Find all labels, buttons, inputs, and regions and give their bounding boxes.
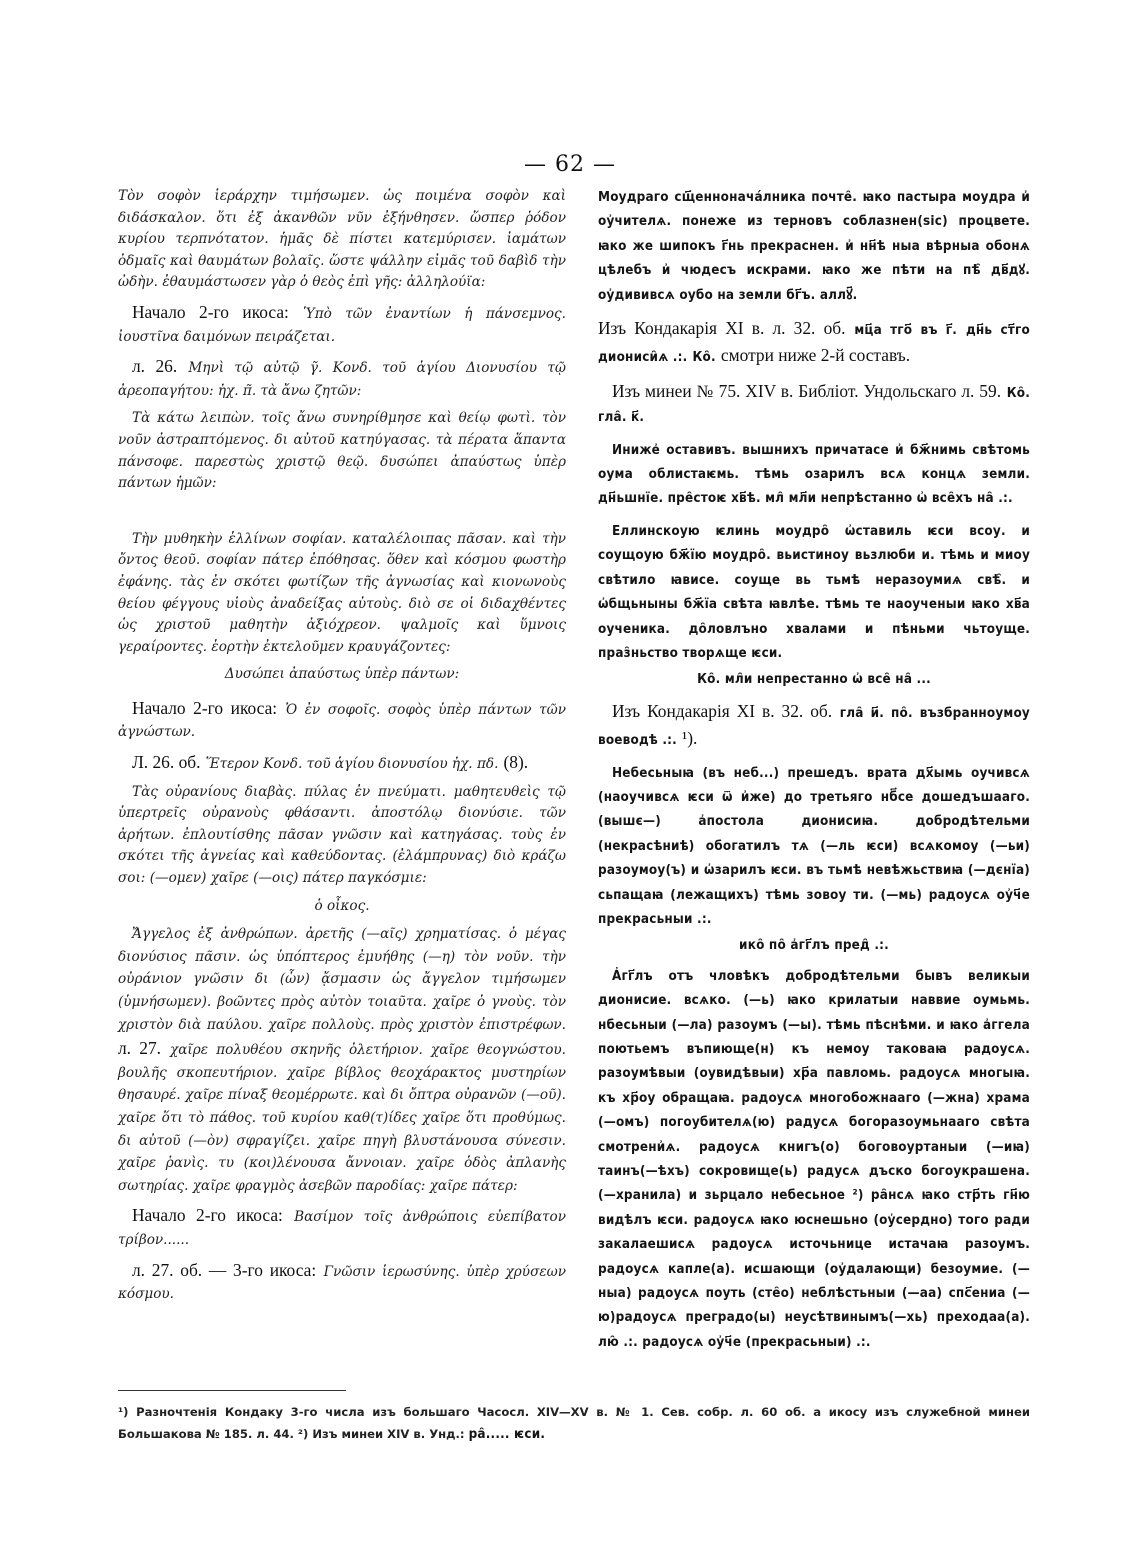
leaf-27ob-label: л. 27. об. — 3-го икоса:: [132, 1259, 317, 1280]
source-note-1-tail: смотри ниже 2-й составъ.: [720, 345, 911, 366]
greek-ikos-refrain: Δυσώπει ἀπαύστως ὑπὲρ πάντων:: [224, 666, 460, 683]
slavonic-kontakion-2: Иниже҆ оставивъ. вышнихъ причатасе и҆ бж҃нимь свѣтомь оума облистаѥмь. тѣмь озарилъ всѧ концѧ земли. дн҃ьшнїе. пре̑стоѥ хв҃ѣ. мл̑ мл҃и непрѣстанно ѡ҆ все̑хъ на̑ .:.: [598, 442, 1030, 507]
greek-oikos-text-cont: χαῖρε πολυθέου σκηνῆς ὀλετήριον. χαῖρε θεογνώστου. βουλῆς σκοπευτήριον. χαῖρε βίβλος θεοχάρακτος μυστηρίων θησαυρέ. χαῖρε πίναξ θεομέρρωτε. καὶ δι ὄπτρα οὐρανῶν (—οῦ). χαῖρε ὅτι τὸ πάθος. τοῦ κυρίου καθ(τ)ίδες χαῖρε ὅτι προθύμως. δι αὐτοῦ (—ὸν) σφραγίζει. χαῖρε πηγὴ βλυστάνουσα σύνεσιν. χαῖρε ῥανὶς. τυ (κοι)λένουσα ἄννοιαν. χαῖρε ὁδὸς ἀπλανὴς σωτηρίας. χαῖρε φραγμὸς ἀσεβῶν παροδίας: χαῖρε πάτερ:: [118, 1042, 566, 1194]
footnote-ref-1: ¹).: [682, 728, 698, 749]
footnote-1: ¹) Разночтенія Кондаку 3-го числа изъ большаго Часосл. XIV—XV в. № 1. Сев. собр. л. 60 об. а икосу изъ служебной минеи Большакова № 185. л. 44. ²) Изъ минеи XIV в. Унд.:: [118, 1405, 1030, 1441]
ikos-2-greek: Ὁ ἐν σοφοῖς. σοφὸς ὑπὲρ πάντων τῶν ἀγνώστων.: [118, 701, 566, 741]
source-note-1-text: Изъ Кондакарія XI в. л. 32. об.: [598, 318, 846, 339]
leaf-26-greek: Μηνὶ τῷ αὐτῷ γ̃. Κονδ. τοῦ ἁγίου Διονυσίου τῷ ἀρεοπαγήτου: ἠχ. π̃. τὰ ἄνω ζητῶν:: [118, 360, 566, 399]
leaf-27-inline: л. 27.: [118, 1038, 162, 1059]
leaf-27ob-greek: Γνῶσιν ἱερωσύνης. ὑπὲρ χρύσεων κόσμου.: [118, 1263, 566, 1303]
leaf-26ob-label: Л. 26. об.: [132, 752, 201, 773]
left-column: [118, 186, 566, 1312]
source-note-3-text: Изъ Кондакарія XI в. 32. об.: [612, 700, 833, 721]
footnote-text: [118, 1401, 1030, 1447]
page-number: — 62 —: [524, 152, 616, 177]
leaf-26ob-number: (8).: [503, 752, 529, 773]
leaf-26-heading: [118, 354, 566, 402]
ikos-start-greek: Ὑπὸ τῶν ἐναντίων ἡ πάνσεμνος. ἰουστῖνα δαιμόνων πειράζεται.: [118, 305, 566, 345]
footnotes: [118, 1390, 1030, 1447]
leaf-27ob-line: [118, 1258, 566, 1306]
source-note-1: [598, 316, 1030, 371]
leaf-26-label: л. 26.: [132, 356, 178, 377]
greek-oikos-block: [118, 923, 566, 1197]
source-note-1-cs-a: мц҃а тго҃ въ г҃.: [854, 323, 958, 339]
source-note-2: [598, 379, 1030, 431]
ikos-3-greek: Βασίμον τοῖς ἀνθρώποις εὐεπίβατον τρίβον......: [118, 1209, 566, 1248]
leaf-26ob-greek: Ἕτερον Κονδ. τοῦ ἁγίου διονυσίου ἠχ. πδ.: [205, 756, 499, 773]
footnote-rule: [118, 1390, 346, 1391]
greek-oikos-label: ὁ οἶκος.: [314, 897, 370, 914]
greek-kontakion-dionysius: Τὰ κάτω λειπὼν. τοῖς ἄνω συνηρίθμησε καὶ θείῳ φωτὶ. τὸν νοῦν ἀστραπτόμενος. δι αὐτοῦ κατηύγασας. τὰ πέρατα ἅπαντα πάνσοφε. παρεστὼς χριστῷ θεῷ. δυσώπει ἀπαύστως ὑπὲρ πάντων ἡμῶν:: [118, 410, 566, 492]
slavonic-kontakion-1: Моудраго сщ҃еннонача́лника почте̑. ꙗко пастыра моудра и҆ оу҆чителѧ. понеже из терновъ соблазнен(sic) процвете. ꙗко же шипокъ г҃нь прекраснен. и҆ нн҃ѣ ныа вѣрныа обонѧ цѣлебъ и҆ чюдесъ искрами. ꙗко же пѣти на пѣ̑ дв҃дꙋ. оу҆дививсѧ оубо на земли бг҃ъ. аллꙋ҃.: [598, 190, 1030, 303]
source-note-1-cs-c: Ко̑.: [692, 350, 716, 366]
slavonic-ikos-refrain: Ко̑. мл̑и непрестанно ѡ҆ все̑ на̑ ...: [697, 672, 931, 688]
source-note-1-cs-b: дн҃ь ст҃го диониси̑ѧ .:.: [598, 323, 1030, 366]
slavonic-ikos-2: А҆гг҃лъ отъ чловѣкъ добродѣтельми бывъ великыи дионисие. всѧко. (—ь) ꙗко крилатыи наввие оумьмь. нбесьныи (—ла) разоумъ (—ы). тѣмь пѣснѣми. и ꙗко а҆ггела поютьемъ въпиюще(н) къ немоу таковаꙗ радоусѧ. разоумѣвыи (оувидѣвыи) хр҃а павломь. радоусѧ многыꙗ. къ хр҃оу обращаꙗ. радоусѧ многобожнааго (—жна) храма (—омъ) погоубителѧ(ю) радусѧ богоразоумьнааго свѣта смотрени҆ѧ. радоусѧ книгъ(о) боговоуртаныи (—иꙗ) таинъ(—ѣхъ) сокровище(ь) радусѧ дъско богоукрашена. (—хранила) и зьрцало небесьное ²) ра̑нсѧ ꙗко стр҃ть гн҃ю видѣлъ ѥси. радоусѧ ꙗко юснешьно (оу҆сердно) того ради закалаешисѧ радоусѧ источьнице истачаꙗ разоумъ. радоусѧ капле(а). исшающи (оу҆далающи) безоумие. (—ныа) радоусѧ поуть (сте̑о) неблѣстьныи (—аа) спс҃ениа (—ю)радоусѧ преградо(ы) неусѣтвинымъ(—хь) преходаа(а). лю̑ .:. радоусѧ оу҆ч҃е (прекрасьныи) .:.: [598, 968, 1030, 1350]
ikos-3-label: Начало 2-го икоса:: [132, 1205, 283, 1226]
source-note-3: [598, 699, 1030, 754]
slavonic-ikos-text: Еллинскоую ѥлинь моудро̑ ѡ҆ставиль ѥси всоу. и соущоую бж҃їю моудро̑. вьистиноу вьзлюби и. тѣмь и миоу свѣтило ꙗвисе. соуще вь тьмѣ неразоумиѧ свѣ̑. и ѡ҆бщьныны бж҃їа свѣта ꙗвлѣе. тѣмь те наоученыи ꙗко хв҃а оученика. до̑ловлъно хвалами и пѣньми чьтоуще. праз̑ньство творѧще ѥси.: [598, 523, 1030, 661]
right-column: [598, 186, 1030, 1361]
ikos-start-line: [118, 300, 566, 348]
greek-ikos-text: Τὴν μυθηκὴν ἑλλίνων σοφίαν. καταλέλοιπας πᾶσαν. καὶ τὴν ὄντος θεοῦ. σοφίαν πάτερ ἐπόθησας. ὅθεν καὶ κόσμου φωστὴρ ἐφάνης. τὰς ἐν σκότει φωτίζων τῆς ἀγνωσίας καὶ κιονωνοὺς θείου φέγγους υἱοὺς ἀναδείξας αὐτοὺς. διὸ σε οἱ διδαχθέντες ὡς χριστοῦ μαθητὴν ἀξιόχρεον. ψαλμοῖς καὶ ὕμνοις γεραίροντες. ἑορτὴν ἐκτελοῦμεν κραυγάζοντες:: [118, 530, 566, 655]
source-note-2-cs: Ко̑. гла̑. к҃.: [598, 385, 1030, 426]
ikos-start-label: Начало 2-го икоса:: [132, 301, 289, 322]
ikos-2-label: Начало 2-го икоса:: [132, 697, 278, 718]
leaf-26ob-heading: [118, 750, 566, 776]
footnote-1-cs: ра̑..... ѥси.: [468, 1427, 546, 1442]
source-note-2-text: Изъ минеи № 75. XIV в. Библіот. Ундольскаго л. 59.: [612, 380, 1002, 401]
slavonic-ikos-label: ико̑ по̑ а҆гг҃лъ пред̑ .:.: [739, 938, 889, 954]
greek-oikos-text: Ἄγγελος ἐξ ἀνθρώπων. ἀρετῆς (—αῖς) χρηματίσας. ὁ μέγας διονύσιος πᾶσιν. ὡς ὑπόπτερος ἐμυήθης (—η) τὸν νοῦν. τὴν οὐράνιον γνῶσιν δι (ὧν) ᾄσμασιν ὡς ἄγγελον τιμήσωμεν (ὑμνήσωμεν). βοῶντες πρὸς αὐτὸν τοιαῦτα. χαῖρε ὁ γνοὺς. τὸν χριστὸν διὰ παύλου. χαῖρε πολλοὺς. πρὸς χριστὸν ἐπιστρέφων.: [118, 926, 566, 1033]
ikos-2-line: [118, 696, 566, 744]
source-note-3-cs: гла̑ и҃. по̑. възбранноумоу воеводѣ .:.: [598, 705, 1030, 749]
greek-kontakion-2: Τὰς οὐρανίους διαβὰς. πύλας ἐν πνεύματι. μαθητευθεὶς τῷ ὑπερτρεῖς οὐρανοὺς φθάσαντι. ἀποστόλῳ διονύσιε. τῶν ἀρήτων. ἐπλουτίσθης πᾶσαν γνῶσιν καὶ κατηγάσας. τοὺς ἐν σκότει τῆς ἀγνείας καὶ καθεύδοντας. (ἐλάμπρυνας) διὸ κράζω σοι: (—ομεν) χαῖρε (—οις) πάτερ παγκόσμιε:: [118, 783, 566, 887]
ikos-3-line: [118, 1203, 566, 1251]
greek-kontakion-text: Τὸν σοφὸν ἱεράρχην τιμήσωμεν. ὡς ποιμένα σοφὸν καὶ διδάσκαλον. ὅτι ἐξ ἀκανθῶν νῦν ἐξήνθησεν. ὥσπερ ῥόδον κυρίου τερπνότατον. ἡμᾶς δὲ πίστει κατεμύρισεν. ἰαμάτων ὀδμαῖς καὶ θαυμάτων βολαῖς. ὥστε ψάλλην εἰμᾶς τοῦ δαβὶδ τὴν ὠδὴν. ἐθαυμάστωσεν γὰρ ὁ θεὸς ἐπὶ γῆς: ἀλληλούϊα:: [118, 188, 566, 291]
slavonic-kontakion-3: Небесьныꙗ (въ неб...) прешедъ. врата дх҃ымь оучивсѧ (наоучивсѧ ѥси ѿ и҆же) до третьяго нб҃се дошедъшааго. (вышє—) а҆постола дионисиꙗ. добродѣтельми (некрасѣниѣ) обогатилъ тѧ (—ль ѥси) всѧкомоу (—ьи) разоумоу(ъ) и ѡ҆зарилъ ѥси. въ тьмѣ невѣжьствиꙗ (—дєнїа) сьпащаꙗ (лежащихъ) тѣмь зовоу ти. (—мь) радоусѧ оу҆ч҃е прекрасьныи .:.: [598, 765, 1030, 927]
